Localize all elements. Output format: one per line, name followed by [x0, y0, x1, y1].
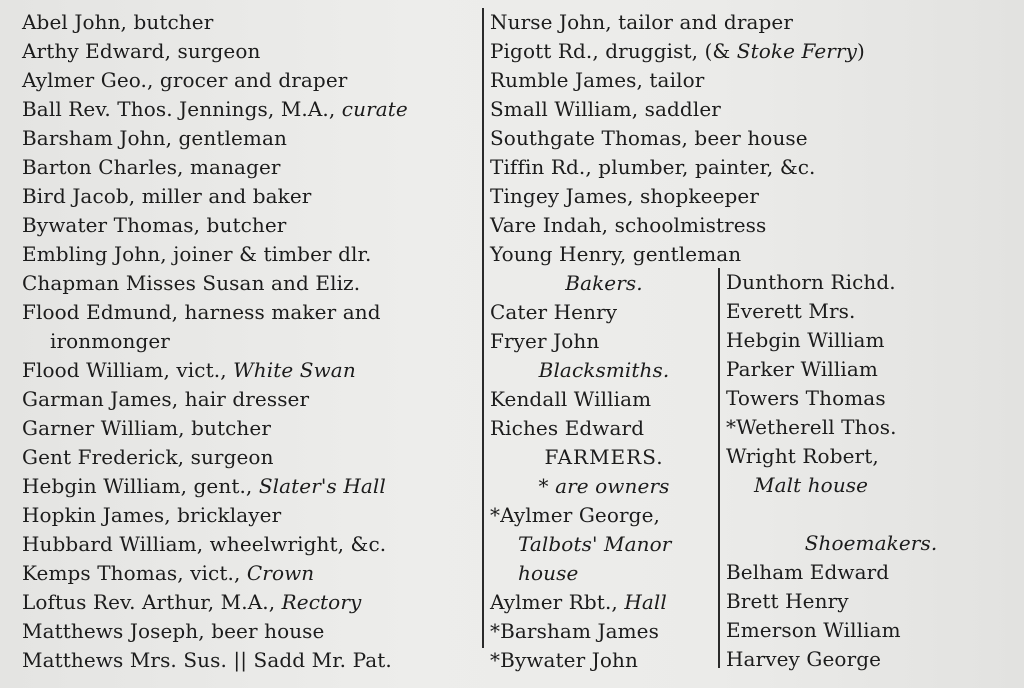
- directory-entry: [22, 414, 482, 443]
- entry-text: Abel John, butcher: [22, 10, 214, 34]
- directory-entry: [22, 124, 482, 153]
- directory-entry: [22, 95, 482, 124]
- entry-text: Brett Henry: [726, 589, 849, 613]
- entry-text: Arthy Edward, surgeon: [22, 39, 261, 63]
- entry-text: Belham Edward: [726, 560, 890, 584]
- entry-text: Talbots' Manor: [518, 532, 672, 556]
- entry-text: ironmonger: [50, 329, 170, 353]
- directory-entry: [726, 558, 1016, 587]
- directory-entry: [490, 617, 718, 646]
- directory-entry: [22, 240, 482, 269]
- directory-entry: [22, 588, 482, 617]
- column-2-trades: [490, 269, 718, 675]
- entry-text: Bird Jacob, miller and baker: [22, 184, 312, 208]
- entry-text: Hubbard William, wheelwright, &c.: [22, 532, 387, 556]
- entry-text: Gent Frederick, surgeon: [22, 445, 274, 469]
- column-3: [726, 268, 1016, 674]
- directory-entry: [490, 8, 793, 37]
- directory-entry: [22, 66, 482, 95]
- entry-text: Parker William: [726, 357, 878, 381]
- entry-text: Dunthorn Richd.: [726, 270, 896, 294]
- entry-text: Chapman Misses Susan and Eliz.: [22, 271, 361, 295]
- directory-entry: [22, 211, 482, 240]
- entry-text: Hebgin William, gent.,: [22, 474, 259, 498]
- entry-text: Bakers.: [565, 271, 643, 295]
- entry-text: Blacksmiths.: [538, 358, 670, 382]
- entry-trailing-text: ): [857, 39, 865, 63]
- entry-text: Wright Robert,: [726, 444, 879, 468]
- entry-text: Fryer John: [490, 329, 600, 353]
- entry-text: Embling John, joiner & timber dlr.: [22, 242, 372, 266]
- entry-text: Small William, saddler: [490, 97, 721, 121]
- directory-entry: [490, 530, 718, 559]
- entry-italic-text: Hall: [624, 590, 667, 614]
- entry-text: Vare Indah, schoolmistress: [490, 213, 767, 237]
- directory-entry: [22, 8, 482, 37]
- entry-text: Everett Mrs.: [726, 299, 856, 323]
- entry-text: Shoemakers.: [804, 531, 938, 555]
- entry-text: Barsham John, gentleman: [22, 126, 287, 150]
- entry-text: Riches Edward: [490, 416, 645, 440]
- entry-text: Towers Thomas: [726, 386, 886, 410]
- directory-entry: [22, 443, 482, 472]
- entry-text: Loftus Rev. Arthur, M.A.,: [22, 590, 282, 614]
- entry-text: Emerson William: [726, 618, 901, 642]
- directory-entry: [22, 298, 482, 327]
- entry-text: Pigott Rd., druggist, (&: [490, 39, 737, 63]
- directory-entry: [22, 182, 482, 211]
- entry-text: Kemps Thomas, vict.,: [22, 561, 247, 585]
- directory-entry: [22, 646, 482, 675]
- directory-entry: [726, 326, 1016, 355]
- directory-entry: [490, 124, 808, 153]
- entry-text: Tiffin Rd., plumber, painter, &c.: [490, 155, 816, 179]
- column-2-residents: [490, 8, 865, 269]
- entry-italic-text: Stoke Ferry: [736, 39, 858, 63]
- entry-text: Harvey George: [726, 647, 882, 671]
- directory-entry: [490, 95, 721, 124]
- directory-entry: [490, 153, 816, 182]
- entry-text: Ball Rev. Thos. Jennings, M.A.,: [22, 97, 342, 121]
- directory-entry: [490, 559, 718, 588]
- directory-entry: [490, 182, 760, 211]
- entry-text: * are owners: [538, 474, 670, 498]
- directory-entry: [490, 211, 767, 240]
- entry-text: Aylmer Rbt.,: [490, 590, 625, 614]
- section-heading: [490, 472, 718, 501]
- entry-text: Matthews Joseph, beer house: [22, 619, 325, 643]
- directory-entry: [726, 268, 1016, 297]
- column-rule-left: [482, 8, 484, 648]
- entry-text: Nurse John, tailor and draper: [490, 10, 793, 34]
- directory-entry: [22, 472, 482, 501]
- entry-text: FARMERS.: [544, 445, 664, 469]
- entry-text: Malt house: [754, 473, 869, 497]
- entry-italic-text: curate: [341, 97, 408, 121]
- directory-entry: [726, 645, 1016, 674]
- directory-entry: [22, 153, 482, 182]
- directory-entry: [490, 646, 718, 675]
- entry-italic-text: Slater's Hall: [258, 474, 386, 498]
- directory-entry: [726, 442, 1016, 471]
- entry-text: *Aylmer George,: [490, 503, 660, 527]
- entry-text: *Wetherell Thos.: [726, 415, 897, 439]
- entry-text: Hopkin James, bricklayer: [22, 503, 282, 527]
- entry-text: Flood Edmund, harness maker and: [22, 300, 381, 324]
- entry-text: Cater Henry: [490, 300, 618, 324]
- directory-entry: [22, 530, 482, 559]
- directory-entry: [726, 297, 1016, 326]
- entry-italic-text: Rectory: [281, 590, 362, 614]
- entry-text: Matthews Mrs. Sus. || Sadd Mr. Pat.: [22, 648, 392, 672]
- directory-entry: [22, 356, 482, 385]
- directory-entry: [22, 37, 482, 66]
- section-heading: [490, 443, 718, 472]
- entry-text: Kendall William: [490, 387, 652, 411]
- directory-entry: [726, 587, 1016, 616]
- entry-italic-text: Crown: [246, 561, 315, 585]
- entry-text: Young Henry, gentleman: [490, 242, 742, 266]
- directory-entry: [22, 327, 482, 356]
- directory-entry: [22, 617, 482, 646]
- directory-entry: [726, 500, 1016, 529]
- entry-text: Garman James, hair dresser: [22, 387, 310, 411]
- directory-entry: [490, 37, 865, 66]
- column-rule-right: [718, 268, 720, 668]
- directory-entry: [726, 471, 1016, 500]
- directory-entry: [726, 616, 1016, 645]
- entry-text: Southgate Thomas, beer house: [490, 126, 808, 150]
- directory-entry: [22, 269, 482, 298]
- section-heading: [490, 356, 718, 385]
- entry-text: Garner William, butcher: [22, 416, 271, 440]
- entry-text: Rumble James, tailor: [490, 68, 705, 92]
- directory-entry: [490, 240, 742, 269]
- entry-text: Aylmer Geo., grocer and draper: [22, 68, 348, 92]
- directory-entry: [726, 355, 1016, 384]
- directory-entry: [22, 385, 482, 414]
- directory-entry: [490, 298, 718, 327]
- section-heading: [490, 269, 718, 298]
- entry-text: *Bywater John: [490, 648, 638, 672]
- directory-entry: [726, 384, 1016, 413]
- directory-entry: [490, 414, 718, 443]
- directory-entry: [22, 501, 482, 530]
- entry-italic-text: White Swan: [233, 358, 356, 382]
- directory-entry: [490, 385, 718, 414]
- directory-entry: [726, 413, 1016, 442]
- directory-entry: [22, 559, 482, 588]
- entry-text: Barton Charles, manager: [22, 155, 281, 179]
- section-heading: [726, 529, 1016, 558]
- entry-text: Hebgin William: [726, 328, 885, 352]
- directory-entry: [490, 327, 718, 356]
- entry-text: Flood William, vict.,: [22, 358, 234, 382]
- directory-entry: [490, 501, 718, 530]
- column-1: [22, 8, 482, 675]
- entry-text: *Barsham James: [490, 619, 659, 643]
- entry-text: Tingey James, shopkeeper: [490, 184, 760, 208]
- directory-entry: [490, 588, 718, 617]
- entry-text: Bywater Thomas, butcher: [22, 213, 287, 237]
- directory-entry: [490, 66, 718, 95]
- entry-text: house: [518, 561, 579, 585]
